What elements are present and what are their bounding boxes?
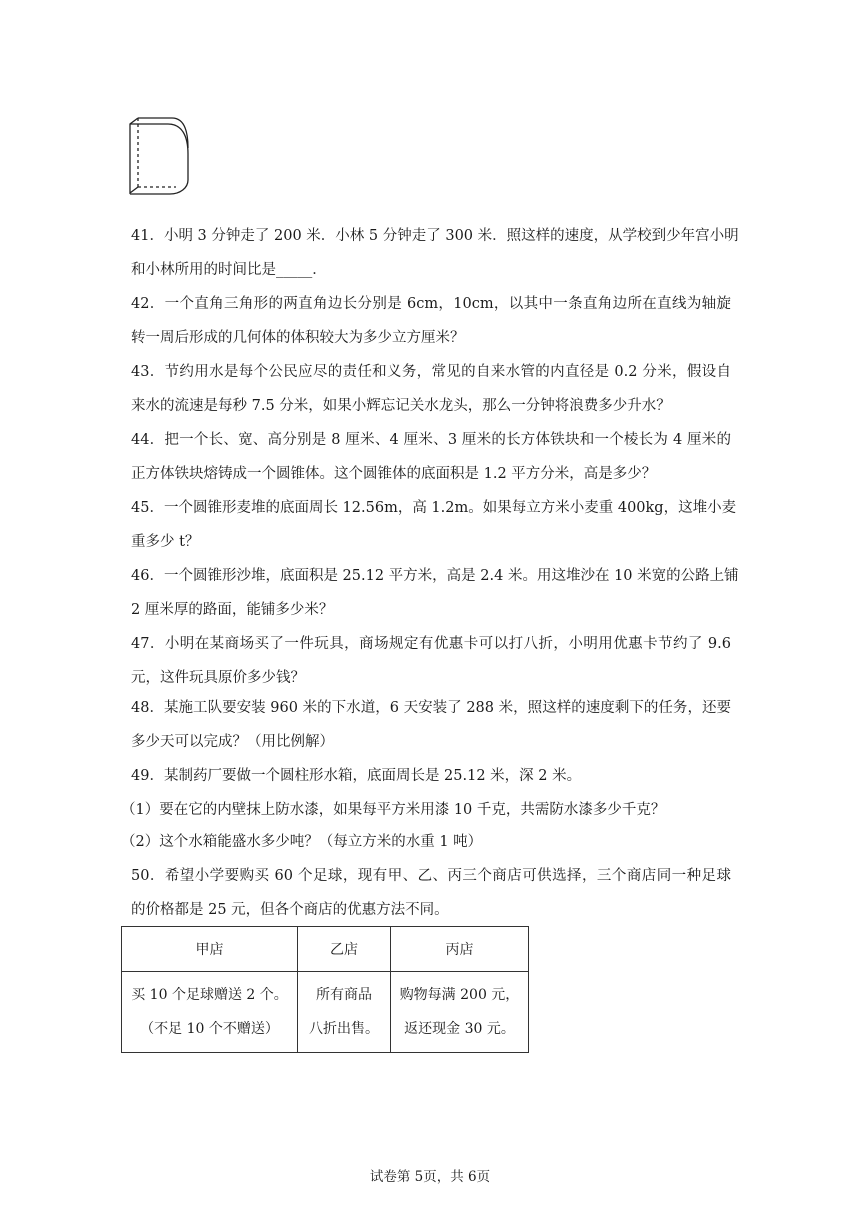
cell-line: 八折出售。	[309, 1021, 379, 1037]
question-text: 47．小明在某商场买了一件玩具，商场规定有优惠卡可以打八折，小明用优惠卡节约了 9.6	[131, 636, 731, 652]
cell-line: 返还现金 30 元。	[404, 1021, 515, 1037]
question-44	[131, 423, 731, 491]
table-header-cell: 乙店	[298, 927, 391, 972]
question-text: 2 厘米厚的路面，能铺多少米？	[131, 602, 334, 618]
page-footer: 试卷第 5页，共 6页	[369, 1169, 491, 1185]
table-cell	[298, 972, 391, 1053]
cell-line: （不足 10 个不赠送）	[140, 1021, 279, 1037]
question-text: 49．某制药厂要做一个圆柱形水箱，底面周长是 25.12 米，深 2 米。	[131, 768, 582, 784]
question-47	[131, 627, 731, 695]
table-cell	[122, 972, 298, 1053]
question-text: 来水的流速是每秒 7.5 分米，如果小辉忘记关水龙头，那么一分钟将浪费多少升水？	[131, 398, 671, 414]
question-text: 多少天可以完成？（用比例解）	[131, 734, 334, 750]
question-text: 43．节约用水是每个公民应尽的责任和义务，常见的自来水管的内直径是 0.2 分米，假设自	[131, 364, 731, 380]
question-text: 46．一个圆锥形沙堆，底面积是 25.12 平方米，高是 2.4 米。用这堆沙在 10 米宽的公路上铺	[131, 568, 739, 584]
question-text: 41．小明 3 分钟走了 200 米．小林 5 分钟走了 300 米．照这样的速度，从学校到少年宫小明	[131, 228, 739, 244]
question-text: 44．把一个长、宽、高分别是 8 厘米、4 厘米、3 厘米的长方体铁块和一个棱长为 4 厘米的	[131, 432, 731, 448]
question-49-part-1: （1）要在它的内壁抹上防水漆，如果每平方米用漆 10 千克，共需防水漆多少千克？	[121, 802, 666, 818]
question-50	[131, 859, 731, 927]
question-text: 正方体铁块熔铸成一个圆锥体。这个圆锥体的底面积是 1.2 平方分米，高是多少？	[131, 466, 657, 482]
question-49	[131, 759, 731, 793]
half-cylinder-figure	[126, 108, 192, 204]
question-text: 50．希望小学要购买 60 个足球，现有甲、乙、丙三个商店可供选择，三个商店同一种足球	[131, 868, 731, 884]
question-49-part-2: （2）这个水箱能盛水多少吨？（每立方米的水重 1 吨）	[121, 834, 483, 850]
cell-line: 购物每满 200 元，	[399, 987, 520, 1003]
question-45	[131, 491, 737, 559]
cell-line: 所有商品	[316, 987, 372, 1003]
question-text: 和小林所用的时间比是_____．	[131, 262, 327, 278]
table-header-cell: 甲店	[122, 927, 298, 972]
question-text: 元，这件玩具原价多少钱？	[131, 670, 305, 686]
table-cell	[391, 972, 529, 1053]
question-43	[131, 355, 731, 423]
question-text: 42．一个直角三角形的两直角边长分别是 6cm，10cm，以其中一条直角边所在直线为轴旋	[131, 296, 731, 312]
question-41	[131, 219, 739, 287]
question-42	[131, 287, 731, 355]
question-text: 45．一个圆锥形麦堆的底面周长 12.56m，高 1.2m。如果每立方米小麦重 400kg，这堆小麦	[131, 500, 737, 516]
question-text: 重多少 t？	[131, 534, 200, 550]
table-header-cell: 丙店	[391, 927, 529, 972]
question-46	[131, 559, 739, 627]
cell-line: 买 10 个足球赠送 2 个。	[131, 987, 288, 1003]
table-header-row	[122, 927, 529, 972]
question-text: 48．某施工队要安装 960 米的下水道，6 天安装了 288 米，照这样的速度剩下的任务，还要	[131, 700, 731, 716]
question-48	[131, 691, 731, 759]
shop-discount-table	[121, 926, 529, 1053]
table-row	[122, 972, 529, 1053]
question-text: 的价格都是 25 元，但各个商店的优惠方法不同。	[131, 902, 449, 918]
question-text: 转一周后形成的几何体的体积较大为多少立方厘米？	[131, 330, 465, 346]
